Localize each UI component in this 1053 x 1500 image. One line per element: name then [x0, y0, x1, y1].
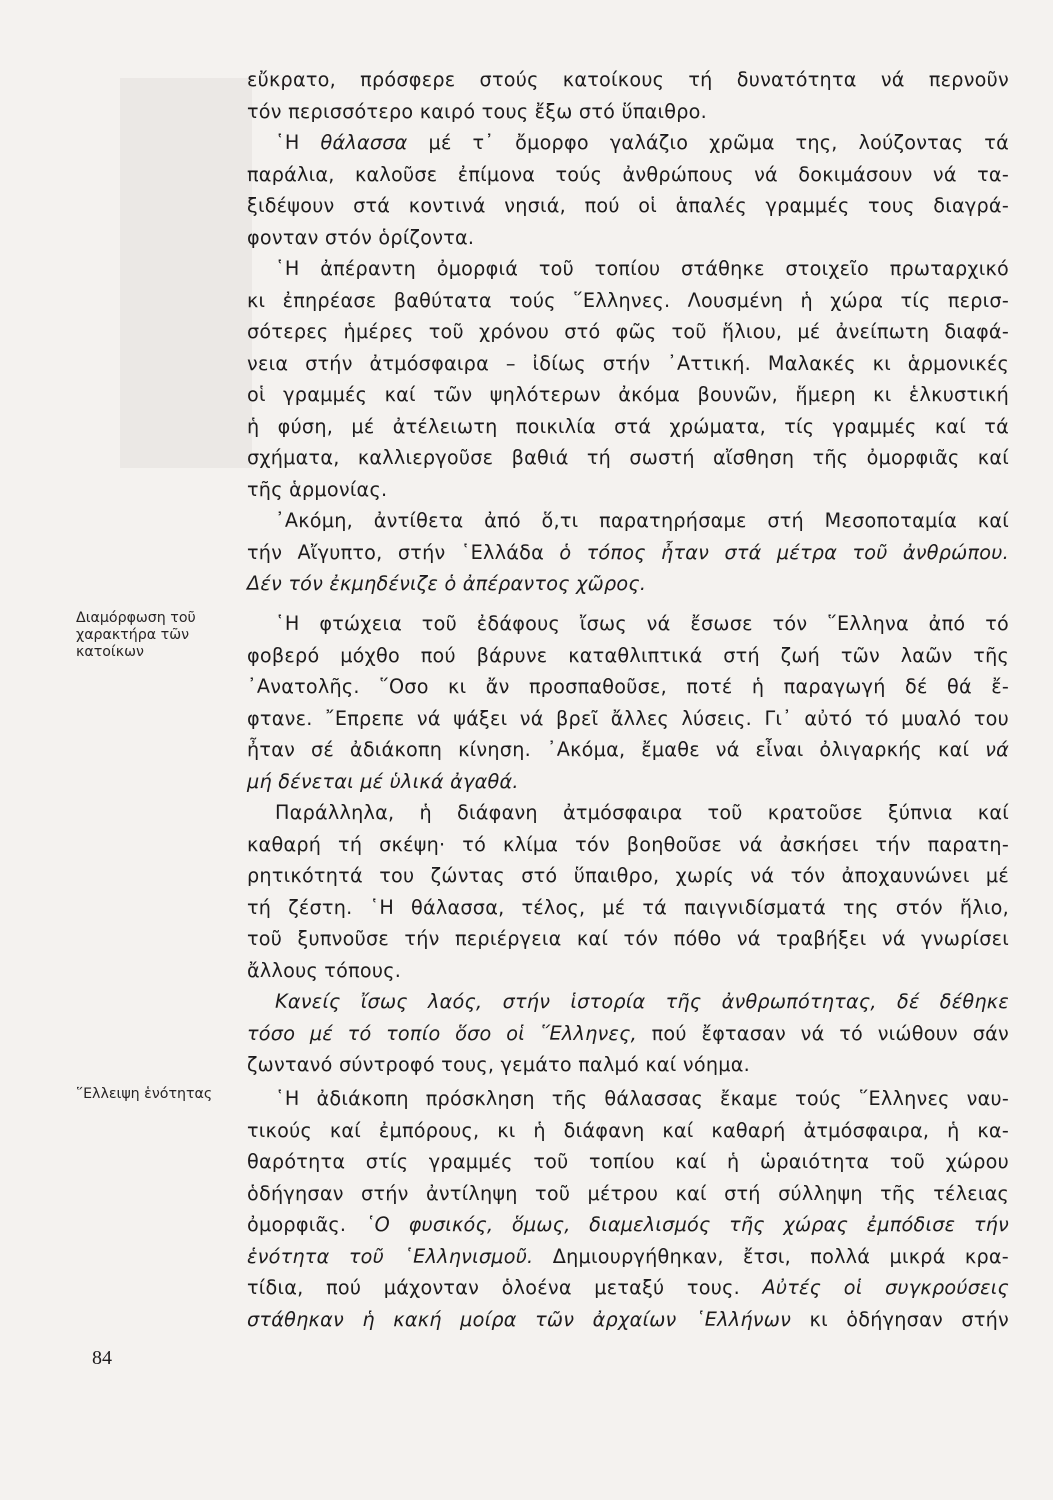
- italic-run: ῾Ο φυσικός, ὅμως, διαμελισμός τῆς χώρας ἐμπόδισε τήν: [364, 1213, 1009, 1236]
- italic-run: Κανείς ἴσως λαός, στήν ἱστορία τῆς ἀνθρωπότητας, δέ δέθηκε: [275, 990, 1009, 1013]
- italic-run: νά: [985, 738, 1009, 761]
- text-line: ἄλλους τόπους.: [247, 958, 402, 982]
- text-line: νεια στήν ἀτμόσφαιρα – ἰδίως στήν ᾿Αττική. Μαλακές κι ἁρμονικές: [247, 351, 1009, 375]
- text-line: τικούς καί ἐμπόρους, κι ἡ διάφανη καί καθαρή ἀτμόσφαιρα, ἡ κα-: [247, 1118, 1009, 1142]
- italic-run: Δέν τόν ἐκμηδένιζε ὁ ἀπέραντος χῶρος.: [247, 572, 647, 595]
- text-line: [247, 1018, 1009, 1050]
- text-line: ὁδήγησαν στήν ἀντίληψη τοῦ μέτρου καί στή σύλληψη τῆς τέλειας: [247, 1181, 1009, 1205]
- text-line: φοβερό μόχθο πού βάρυνε καταθλιπτικά στή ζωή τῶν λαῶν τῆς: [247, 643, 1009, 667]
- text-line: [247, 766, 1009, 798]
- paragraph-block-3: [247, 1083, 1009, 1335]
- text-line: [247, 1272, 1009, 1304]
- text-line: [247, 986, 1009, 1018]
- text-line: εὔκρατο, πρόσφερε στούς κατοίκους τή δυνατότητα νά περνοῦν: [247, 68, 1009, 91]
- italic-run: ἑνότητα τοῦ ῾Ελληνισμοῦ.: [247, 1244, 534, 1268]
- text-line: [247, 734, 1009, 766]
- text-line: [247, 568, 1009, 600]
- margin-note-unity: [76, 1086, 212, 1103]
- text-line: σότερες ἡμέρες τοῦ χρόνου στό φῶς τοῦ ἥλιου, μέ ἀνείπωτη διαφά-: [247, 320, 1009, 343]
- text-line: καθαρή τή σκέψη· τό κλίμα τόν βοηθοῦσε νά ἀσκήσει τήν παρατη-: [247, 832, 1009, 856]
- italic-run: ὁ τόπος ἦταν στά μέτρα τοῦ ἀνθρώπου.: [559, 540, 1009, 564]
- italic-run: τόσο μέ τό τοπίο ὅσο οἱ ῞Ελληνες,: [247, 1021, 637, 1045]
- text-line: [247, 537, 1009, 569]
- text-run: πού ἔφτασαν νά τό νιώθουν σάν: [636, 1021, 1009, 1045]
- page-number: 84: [92, 1347, 112, 1369]
- italic-run: θάλασσα: [320, 131, 408, 154]
- text-line: κι ἐπηρέασε βαθύτατα τούς ῞Ελληνες. Λουσμένη ἡ χώρα τίς περισ-: [247, 288, 1009, 312]
- show-through-shade: [120, 78, 252, 468]
- text-line: τοῦ ξυπνοῦσε τήν περιέργεια καί τόν πόθο νά τραβήξει νά γνωρίσει: [247, 927, 1009, 950]
- text-line: φονταν στόν ὁρίζοντα.: [247, 225, 475, 249]
- text-line: ρητικότητά του ζώντας στό ὕπαιθρο, χωρίς νά τόν ἀποχαυνώνει μέ: [247, 864, 1009, 887]
- text-line: ῾Η ἀδιάκοπη πρόσκληση τῆς θάλασσας ἔκαμε τούς ῞Ελληνες ναυ-: [275, 1087, 1009, 1110]
- text-line: [247, 127, 1009, 159]
- text-line: τῆς ἁρμονίας.: [247, 477, 388, 501]
- margin-note-character: [76, 610, 196, 661]
- text-line: ῾Η ἀπέραντη ὀμορφιά τοῦ τοπίου στάθηκε στοιχεῖο πρωταρχικό: [275, 257, 1009, 280]
- text-line: τόν περισσότερο καιρό τους ἔξω στό ὕπαιθρο.: [247, 99, 708, 123]
- text-line: ᾿Ακόμη, ἀντίθετα ἀπό ὅ,τι παρατηρήσαμε στή Μεσοποταμία καί: [275, 509, 1009, 532]
- text-line: Παράλληλα, ἡ διάφανη ἀτμόσφαιρα τοῦ κρατοῦσε ξύπνια καί: [275, 801, 1009, 824]
- margin-note-line: Διαμόρφωση τοῦ: [76, 610, 196, 626]
- text-line: ῾Η φτώχεια τοῦ ἐδάφους ἴσως νά ἔσωσε τόν ῞Ελληνα ἀπό τό: [275, 612, 1009, 635]
- paragraph-block-1: [247, 64, 1009, 600]
- text-line: σχήματα, καλλιεργοῦσε βαθιά τή σωστή αἴσθηση τῆς ὀμορφιᾶς καί: [247, 446, 1009, 469]
- margin-note-line: ῞Ελλειψη ἑνότητας: [76, 1086, 213, 1102]
- italic-run: Αὐτές οἱ συγκρούσεις: [762, 1276, 1009, 1299]
- text-line: [247, 1304, 1009, 1336]
- text-line: ζωντανό σύντροφό τους, γεμάτο παλμό καί νόημα.: [247, 1053, 750, 1076]
- margin-note-line: κατοίκων: [76, 644, 144, 660]
- text-line: ᾿Ανατολῆς. ῞Οσο κι ἄν προσπαθοῦσε, ποτέ ἡ παραγωγή δέ θά ἔ-: [247, 675, 1009, 698]
- text-run: ῾Η: [275, 131, 321, 154]
- text-line: [247, 1241, 1009, 1273]
- text-run: τίδια, πού μάχονταν ὁλοένα μεταξύ τους.: [247, 1276, 763, 1299]
- margin-note-line: χαρακτήρα τῶν: [76, 627, 190, 643]
- text-run: Δημιουργήθηκαν, ἔτσι, πολλά μικρά κρα-: [533, 1244, 1009, 1268]
- text-line: φτανε. ῎Επρεπε νά ψάξει νά βρεῖ ἄλλες λύσεις. Γι᾿ αὐτό τό μυαλό του: [247, 706, 1009, 730]
- text-line: ἡ φύση, μέ ἀτέλειωτη ποικιλία στά χρώματα, τίς γραμμές καί τά: [247, 414, 1009, 438]
- text-line: [247, 1209, 1009, 1241]
- text-run: μέ τ᾿ ὄμορφο γαλάζιο χρῶμα της, λούζοντας τά: [407, 131, 1010, 154]
- text-line: θαρότητα στίς γραμμές τοῦ τοπίου καί ἡ ὡραιότητα τοῦ χώρου: [247, 1150, 1009, 1173]
- text-line: ξιδέψουν στά κοντινά νησιά, πού οἱ ἁπαλές γραμμές τους διαγρά-: [247, 194, 1009, 217]
- text-run: τήν Αἴγυπτο, στήν ῾Ελλάδα: [247, 540, 560, 564]
- text-line: τή ζέστη. ῾Η θάλασσα, τέλος, μέ τά παιγνιδίσματά της στόν ἥλιο,: [247, 895, 1009, 919]
- italic-run: μή δένεται μέ ὑλικά ἀγαθά.: [247, 769, 519, 793]
- text-run: ἦταν σέ ἀδιάκοπη κίνηση. ᾿Ακόμα, ἔμαθε νά εἶναι ὀλιγαρκής καί: [247, 738, 986, 761]
- italic-run: στάθηκαν ἡ κακή μοίρα τῶν ἀρχαίων ῾Ελλήνων: [247, 1307, 792, 1331]
- text-line: παράλια, καλοῦσε ἐπίμονα τούς ἀνθρώπους νά δοκιμάσουν νά τα-: [247, 162, 1009, 186]
- text-run: κι ὁδήγησαν στήν: [791, 1307, 1010, 1331]
- paragraph-block-2: [247, 608, 1009, 1081]
- text-run: ὀμορφιᾶς.: [247, 1213, 365, 1236]
- text-line: οἱ γραμμές καί τῶν ψηλότερων ἀκόμα βουνῶν, ἥμερη κι ἑλκυστική: [247, 383, 1009, 406]
